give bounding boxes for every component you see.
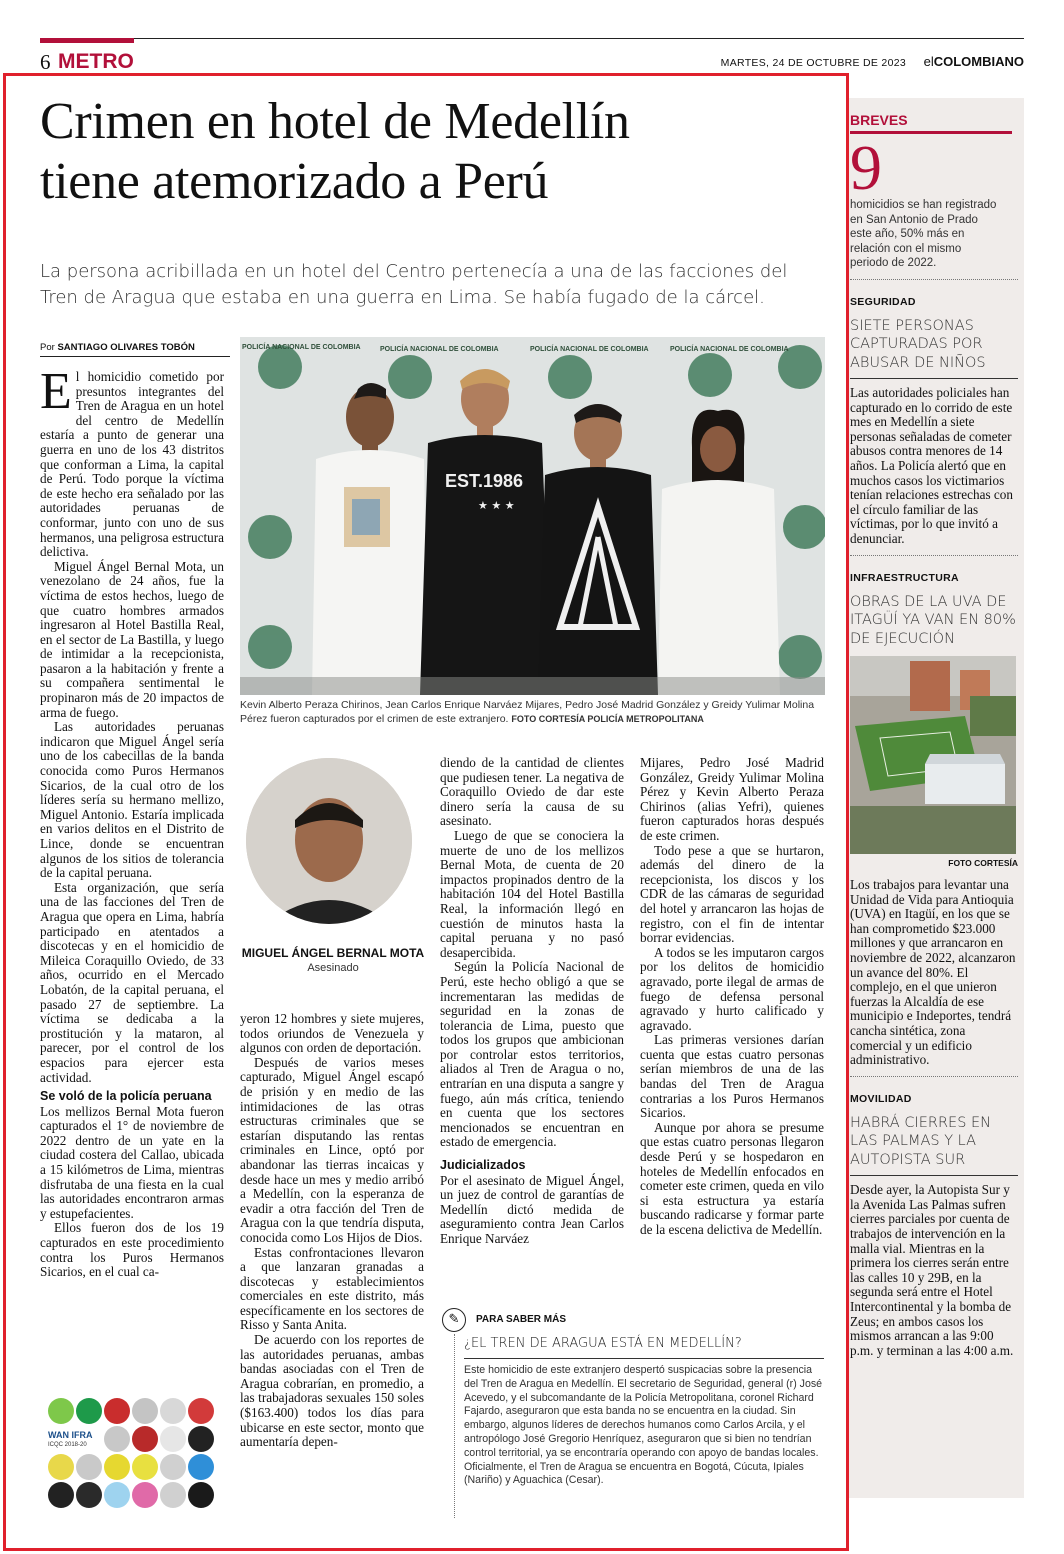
paragraph: Esta organización, que sería una de las facciones del Tren de Aragua que opera en Lima, habría participado en atentados a discotecas y en el homicidio de Mileica Coraquillo Oviedo, de 33 años, ocurrido en el Mercado Lobatón, de la capital peruana, el pasado 27 de septiembre. La víctima se dedicaba a la prostitución y la mataron, al parecer, por el control de los espacios para ejercer esta actividad. <box>40 879 224 1085</box>
saber-mas-label: PARA SABER MÁS <box>476 1314 567 1325</box>
saber-mas-question: ¿EL TREN DE ARAGUA ESTÁ EN MEDELLÍN? <box>464 1336 742 1351</box>
backdrop-text: POLICÍA NACIONAL DE COLOMBIA <box>670 346 789 353</box>
stat-number: 9 <box>850 132 882 203</box>
paragraph: Luego de que se conociera la muerte de uno de los mellizos Bernal Mota, de cuenta de 20 impactos propinados dentro de la habitación 104 del Hotel Bastilla Real, la información llegó en cuestión de minutos hasta la capital peruana y no pasó desapercibida. <box>440 827 624 960</box>
sidebar-item-section: INFRAESTRUCTURA <box>850 571 959 584</box>
top-rule <box>40 38 1024 39</box>
pushpin-icon: ✎ <box>442 1308 466 1332</box>
portrait-role: Asesinado <box>307 962 359 974</box>
sidebar-item-headline: HABRÁ CIERRES EN LAS PALMAS Y LA AUTOPISTA SUR <box>850 1114 992 1168</box>
paragraph: Los mellizos Bernal Mota fueron capturados el 1° de noviembre de 2022 dentro de un yate en la ciudad costera del Callao, ubicada a 15 kilómetros de Lima, mientras disfrutaba de una fiesta en la cual las autoridades encontraron armas y estupefacientes. <box>40 1103 224 1221</box>
page-number: 6 <box>40 50 51 74</box>
sidebar-item-headline: SIETE PERSONAS CAPTURADAS POR ABUSAR DE NIÑOS <box>850 317 986 371</box>
byline: Por SANTIAGO OLIVARES TOBÓN <box>40 342 230 357</box>
photo-caption: Kevin Alberto Peraza Chirinos, Jean Carlos Enrique Narváez Mijares, Pedro José Madrid González y Greidy Yulimar Molina Pérez fueron capturados por el crimen de este extranjero. FOTO CORTESÍA POLICÍA METROPOLITANA <box>240 699 815 725</box>
paragraph: Estas confrontaciones llevaron a que lanzaran granadas a discotecas y establecimientos comerciales en este distrito, más específicamente en los sectores de Risso y Santa Anita. <box>240 1244 424 1333</box>
backdrop-text: POLICÍA NACIONAL DE COLOMBIA <box>380 346 499 353</box>
photo-credit: FOTO CORTESÍA <box>948 858 1018 869</box>
sidebar-item-section: MOVILIDAD <box>850 1092 912 1105</box>
article-column-3 <box>440 756 624 1247</box>
sidebar-item-body: Desde ayer, la Autopista Sur y la Avenida Las Palmas sufren cierres parciales por cuenta de trabajos de intervención en la malla vial. Mientras en la primera los cierres serán entre las calles 10 y 29B, en la segunda será entre el Hotel Intercontinental y la bomba de Zeus; en ambos casos los mismos arrancan a las 9:00 p.m. y terminan a las 4:00 a.m. <box>850 1182 1014 1358</box>
divider <box>850 279 1018 280</box>
sidebar-item-body: Las autoridades policiales han capturado en lo corrido de este mes en Medellín a siete personas señaladas de cometer abusos contra menores de 14 años. La Policía alertó que en muchos casos los victimarios tenían relaciones estrechas con el círculo familiar de las víctimas, por lo que invitó a denunciar. <box>850 385 1013 546</box>
article-column-1 <box>40 363 224 1280</box>
paragraph: De acuerdo con los reportes de las autoridades peruanas, ambas bandas asociadas con el Tren de Aragua cobrarían, en promedio, a las trabajadoras sexuales 150 soles ($163.400) todos los días para ubicarse en este sector, monto que aumentaría depen- <box>240 1332 424 1450</box>
divider <box>850 378 1018 379</box>
issue-date: MARTES, 24 DE OCTUBRE DE 2023 <box>720 57 906 69</box>
saber-mas-divider <box>464 1358 824 1359</box>
stat-text: homicidios se han registrado en San Antonio de Prado este año, 50% más en relación con el mismo periodo de 2022. <box>850 199 997 269</box>
subhead: Se voló de la policía peruana <box>40 1089 212 1104</box>
paragraph: diendo de la cantidad de clientes que pudiesen tener. La negativa de Coraquillo Oviedo de dar este dinero sería la causa de su asesinato. <box>440 755 624 829</box>
brand-logo: elCOLOMBIANO <box>923 54 1024 69</box>
saber-mas-body: Este homicidio de este extranjero despertó suspicacias sobre la presencia del Tren de Aragua en Medellín. El secretario de Seguridad, general (r) José Acevedo, y el subcomandante de la Policía Metropolitana, coronel Richard Fajardo, aseguraron que esta banda no se encuentra en la ciudad. Sin embargo, algunos líderes de derechos humanos como Carlos Arcila, y el antropólogo José Gregorio Henríquez, aseguraron que si bien no tendrían control territorial, ya se encontraría operando con apoyo de bandas locales. Oficialmente, el Tren de Aragua se encuentra en Bogotá, Cúcuta, Ipiales (Nariño) y Aguachica (Cesar). <box>464 1364 823 1487</box>
victim-portrait <box>246 758 412 924</box>
uva-construction-photo <box>850 656 1016 854</box>
suspects-photo <box>240 337 825 695</box>
page-header <box>40 50 1024 74</box>
paragraph: Por el asesinato de Miguel Ángel, un juez de control de garantías de Medellín dictó medida de aseguramiento contra Jean Carlos Enrique Narváez <box>440 1172 624 1246</box>
paragraph: El homicidio cometido por presuntos integrantes del Tren de Aragua en un hotel del centro de Medellín estaría a punto de generar una guerra en uno de los 43 distritos que conforman a Lima, la capital de Perú. Todo porque la víctima de este hecho era señalado por las autoridades peruanas de conformar, junto con uno de sus hermanos, una peligrosa estructura delictiva. <box>40 363 224 560</box>
divider <box>850 555 1018 556</box>
drop-cap: E <box>40 363 72 420</box>
paragraph: A todos se les imputaron cargos por los delitos de homicidio agravado, porte ilegal de armas de fuego de defensa personal agravado y hurto calificado y agravado. <box>640 944 824 1033</box>
backdrop-text: POLICÍA NACIONAL DE COLOMBIA <box>530 346 649 353</box>
divider <box>850 1076 1018 1077</box>
paragraph: Después de varios meses capturado, Miguel Ángel escapó de prisión y en medio de las intimidaciones de las otras estructuras criminales que se estarían disputando las rentas criminales en Lince, optó por abandonar las tierras incaicas y desde hace un mes y medio arribó a Medellín, con la esperanza de evadir a otra facción del Tren de Aragua con la que tendría disputa, conocida como Los Hijos de Dios. <box>240 1054 424 1245</box>
wan-ifra-logo: WAN IFRA <box>48 1430 93 1440</box>
sidebar-title: BREVES <box>850 112 908 128</box>
certification-text: ICQC 2018-20 <box>48 1442 87 1448</box>
sidebar-item-headline: OBRAS DE LA UVA DE ITAGÜÍ YA VAN EN 80% DE EJECUCIÓN <box>850 593 1016 647</box>
article-column-2 <box>240 1012 424 1450</box>
divider <box>850 1175 1018 1176</box>
saber-mas-divider-left <box>454 1334 455 1518</box>
svg-text:★ ★ ★: ★ ★ ★ <box>478 499 515 512</box>
sidebar-item-section: SEGURIDAD <box>850 295 916 308</box>
paragraph: Todo pese a que se hurtaron, además del dinero de la recepcionista, los discos y los CDR de las cámaras de seguridad del hotel y arrancaron las hojas de registro, con el fin de intentar borrar evidencias. <box>640 842 824 946</box>
article-column-4 <box>640 756 824 1238</box>
subhead: Judicializados <box>440 1158 526 1173</box>
paragraph: Aunque por ahora se presume que estas cuatro personas llegaron desde Perú y se hospedaron en hoteles de Medellín enfocados en cometer este crimen, queda en vilo si esta estructura ya estaría buscando radicarse y formar parte de la escena delictiva de Medellín. <box>640 1119 824 1237</box>
portrait-name: MIGUEL ÁNGEL BERNAL MOTA <box>241 946 425 960</box>
paragraph: Las primeras versiones darían cuenta que estas cuatro personas serían miembros de una de las bandas del Tren de Aragua contrarias a los Puros Hermanos Sicarios. <box>640 1032 824 1121</box>
photo-credit: FOTO CORTESÍA POLICÍA METROPOLITANA <box>511 713 704 724</box>
sidebar-item-body: Los trabajos para levantar una Unidad de Vida para Antioquia (UVA) en Itagüí, en los que se han comprometido $23.000 millones y que arrancaron en noviembre de 2022, alcanzaron un avance del 80%. El complejo, en el que unieron fuerzas la Alcaldía de ese municipio e Indeportes, tendrá cancha sintética, zona comercial y un edificio administrativo. <box>850 877 1016 1068</box>
paragraph: Ellos fueron dos de los 19 capturados en este procedimiento contra los Puros Hermanos Sicarios, en el cual ca- <box>40 1220 224 1280</box>
paragraph: Las autoridades peruanas indicaron que Miguel Ángel sería uno de los cabecillas de la banda conocida como Puros Hermanos Sicarios, de la cual otro de los líderes sería su hermano mellizo, Miguel Antonio. Estaría implicada en varios delitos en el Distrito de Lince, donde se encuentran algunos de los sitios de tolerancia de la capital peruana. <box>40 719 224 881</box>
section-tab <box>40 38 134 43</box>
backdrop-text: POLICÍA NACIONAL DE COLOMBIA <box>242 344 361 351</box>
article-deck: La persona acribillada en un hotel del Centro pertenecía a una de las facciones del Tren de Aragua que estaba en una guerra en Lima. Se había fugado de la cárcel. <box>40 261 788 308</box>
sidebar <box>850 112 1018 1358</box>
article-headline: Crimen en hotel de Medellín tiene atemorizado a Perú <box>40 93 630 210</box>
shirt-print: EST.1986 <box>445 471 524 491</box>
paragraph: Miguel Ángel Bernal Mota, un venezolano de 24 años, fue la víctima de estos hechos, luego de que cuatro hombres armados ingresaron al Hotel Bastilla Real, en el sector de La Bastilla, y luego de intimidar a la recepcionista, pasaron a la habitación y frente a su compañera sentimental le propinaron más de 20 impactos de arma de fuego. <box>40 558 224 720</box>
section-name: METRO <box>58 50 134 73</box>
print-color-bar <box>44 1394 220 1512</box>
paragraph: Mijares, Pedro José Madrid González, Greidy Yulimar Molina Pérez y Kevin Alberto Peraza Chirinos (alias Yefri), quienes fueron capturados horas después de este crimen. <box>640 755 824 843</box>
paragraph: yeron 12 hombres y siete mujeres, todos oriundos de Venezuela y algunos con orden de deportación. <box>240 1011 424 1056</box>
paragraph: Según la Policía Nacional de Perú, este hecho obligó a que se incrementaran las medidas de seguridad en la zonas de tolerancia de Lima, puesto que todos los grupos que ambicionan por controlar estos territorios, aliados al Tren de Aragua o no, entrarían en una disputa a sangre y fuego, aún más crítica, teniendo en cuenta que los sectores mencionados se encuentran en estado de emergencia. <box>440 959 624 1150</box>
saber-mas-box <box>440 1306 825 1518</box>
